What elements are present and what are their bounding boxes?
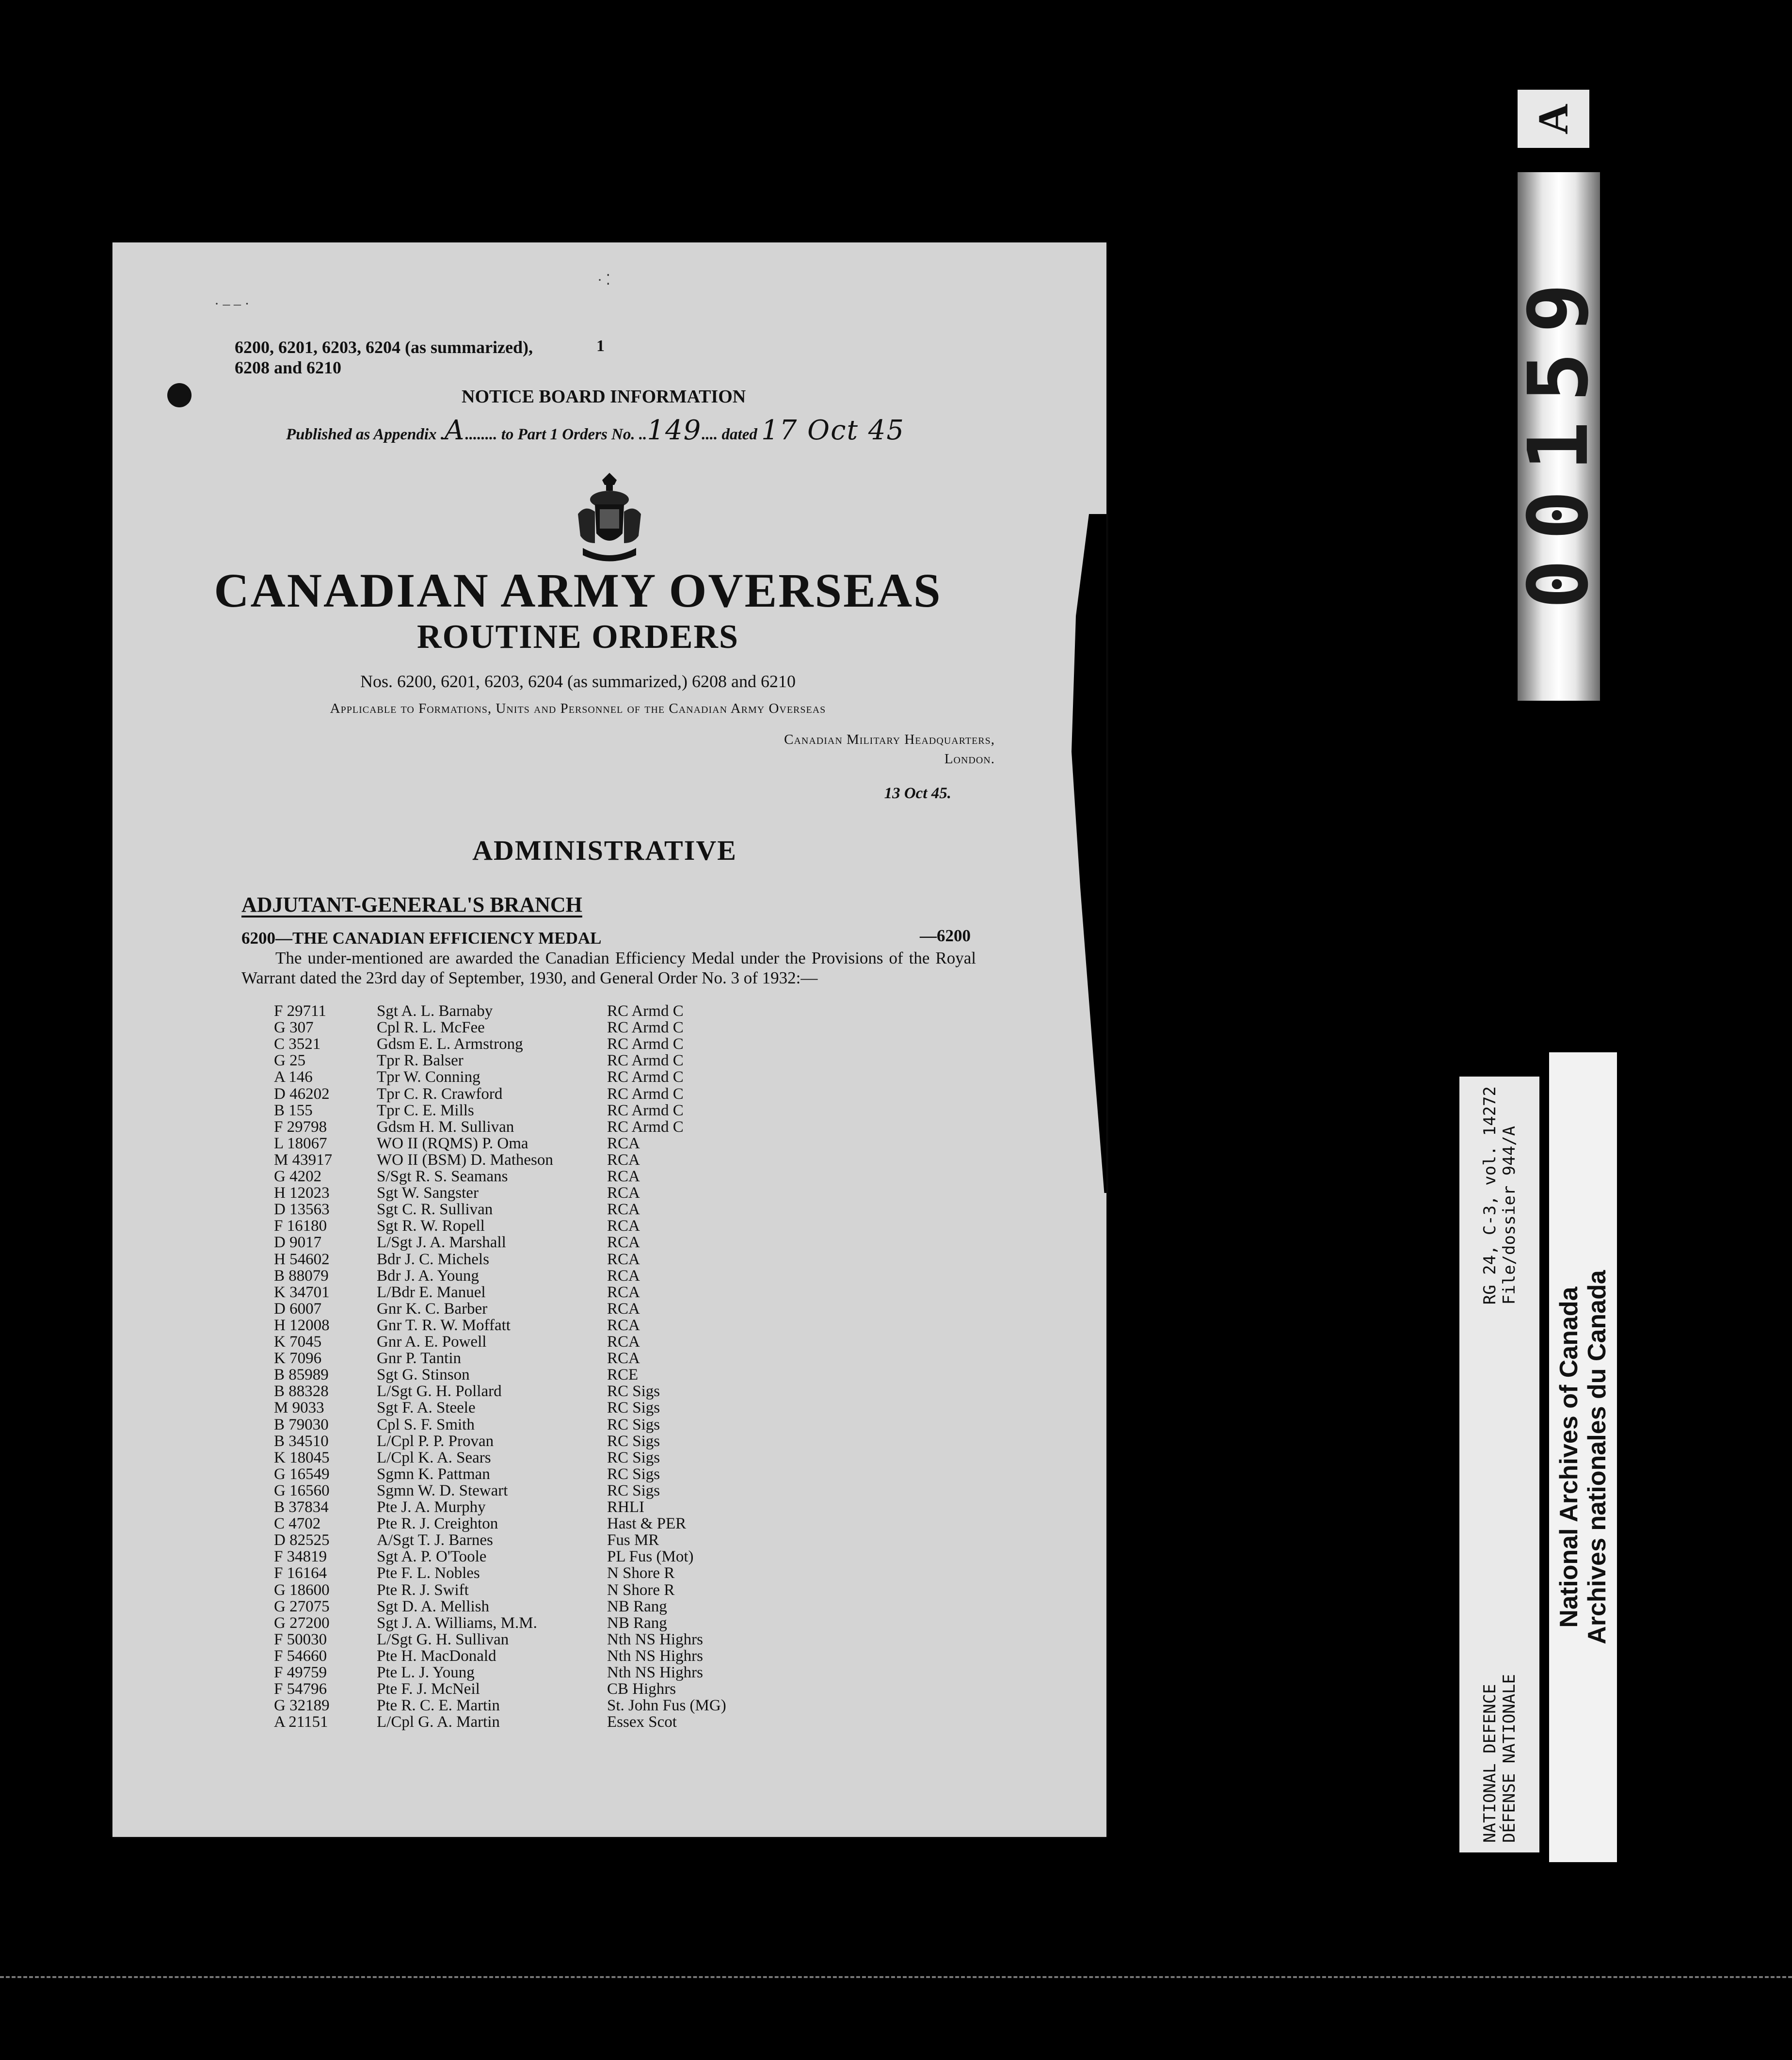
service-number: F 29711 [274, 1002, 326, 1020]
unit: RC Armd C [607, 1118, 684, 1136]
archive-name-french: Archives nationales du Canada [1583, 1270, 1611, 1644]
unit: Hast & PER [607, 1515, 687, 1533]
rank-and-name: Gnr K. C. Barber [377, 1300, 488, 1318]
service-number: H 12008 [274, 1316, 330, 1334]
national-archives-label [1549, 1052, 1617, 1862]
service-number: B 34510 [274, 1432, 329, 1450]
service-number: H 12023 [274, 1184, 330, 1202]
order-number-margin: —6200 [920, 926, 971, 945]
rank-and-name: WO II (BSM) D. Matheson [377, 1151, 553, 1169]
unit: RCA [607, 1184, 640, 1202]
unit: RC Armd C [607, 1019, 684, 1037]
rank-and-name: WO II (RQMS) P. Oma [377, 1134, 528, 1152]
unit: RCA [607, 1333, 640, 1351]
unit: RC Sigs [607, 1399, 660, 1417]
rank-and-name: Pte R. J. Swift [377, 1581, 469, 1599]
service-number: B 37834 [274, 1498, 329, 1516]
order-intro-paragraph: The under-mentioned are awarded the Canadian Efficiency Medal under the Provisions of the Royal Warrant dated the 23rd day of September, 1930, and General Order No. 3 of 1932:— [241, 949, 976, 987]
service-number: B 155 [274, 1101, 313, 1119]
rank-and-name: Sgt C. R. Sullivan [377, 1201, 493, 1219]
unit: St. John Fus (MG) [607, 1697, 726, 1715]
service-number: G 16549 [274, 1465, 330, 1483]
unit: RC Sigs [607, 1448, 660, 1466]
rank-and-name: Tpr C. R. Crawford [377, 1085, 503, 1103]
rank-and-name: Tpr W. Conning [377, 1068, 480, 1086]
rank-and-name: Sgt F. A. Steele [377, 1399, 476, 1417]
unit: Fus MR [607, 1531, 659, 1549]
rank-and-name: Sgt J. A. Williams, M.M. [377, 1614, 537, 1632]
rank-and-name: S/Sgt R. S. Seamans [377, 1168, 508, 1185]
unit: RC Armd C [607, 1068, 684, 1086]
service-number: F 54660 [274, 1647, 327, 1665]
national-archives-text [1555, 1060, 1611, 1855]
rank-and-name: A/Sgt T. J. Barnes [377, 1531, 493, 1549]
unit: Nth NS Highrs [607, 1664, 704, 1681]
file-reference-block [1480, 1086, 1519, 1304]
service-number: F 50030 [274, 1630, 327, 1648]
published-middle: to Part 1 Orders No. [501, 426, 635, 443]
unit: RCA [607, 1217, 640, 1235]
rank-and-name: Gdsm H. M. Sullivan [377, 1118, 514, 1136]
rank-and-name: Pte F. J. McNeil [377, 1680, 480, 1698]
rank-and-name: Gnr P. Tantin [377, 1350, 462, 1368]
unit: PL Fus (Mot) [607, 1548, 694, 1566]
rank-and-name: Pte F. L. Nobles [377, 1564, 480, 1582]
service-number: A 21151 [274, 1713, 328, 1731]
unit: RC Armd C [607, 1052, 684, 1070]
unit: RCA [607, 1350, 640, 1368]
service-number: G 32189 [274, 1697, 330, 1715]
coat-of-arms-emblem [568, 470, 651, 567]
unit: RCA [607, 1300, 640, 1318]
rank-and-name: Sgt D. A. Mellish [377, 1597, 489, 1615]
unit: NB Rang [607, 1614, 667, 1632]
rank-and-name: Sgt G. Stinson [377, 1366, 470, 1384]
service-number: G 16560 [274, 1481, 330, 1499]
unit: N Shore R [607, 1581, 675, 1599]
department-line-1: NATIONAL DEFENCE [1480, 1684, 1500, 1843]
service-number: F 29798 [274, 1118, 327, 1136]
rank-and-name: Gnr A. E. Powell [377, 1333, 487, 1351]
service-number: G 4202 [274, 1168, 322, 1185]
published-dated: dated [721, 426, 757, 443]
published-prefix: Published as Appendix [286, 426, 437, 443]
service-number: F 54796 [274, 1680, 327, 1698]
rank-and-name: L/Sgt G. H. Sullivan [377, 1630, 509, 1648]
file-reference-line-1: RG 24, C-3, vol. 14272 [1480, 1086, 1500, 1305]
unit: RC Armd C [607, 1085, 684, 1103]
service-number: K 7045 [274, 1333, 322, 1351]
rank-and-name: L/Cpl P. P. Provan [377, 1432, 494, 1450]
rank-and-name: Gdsm E. L. Armstrong [377, 1035, 523, 1053]
unit: RCA [607, 1283, 640, 1301]
service-number: G 25 [274, 1052, 306, 1070]
rank-and-name: Pte L. J. Young [377, 1664, 475, 1681]
rank-and-name: Bdr J. C. Michels [377, 1250, 489, 1268]
rank-and-name: Sgt A. L. Barnaby [377, 1002, 493, 1020]
unit: RC Sigs [607, 1416, 660, 1433]
rank-and-name: Cpl S. F. Smith [377, 1416, 475, 1433]
rank-and-name: Sgmn W. D. Stewart [377, 1481, 508, 1499]
service-number: M 43917 [274, 1151, 333, 1169]
rank-and-name: L/Cpl K. A. Sears [377, 1448, 491, 1466]
unit: RCA [607, 1134, 640, 1152]
unit: RCA [607, 1267, 640, 1285]
service-number: G 27200 [274, 1614, 330, 1632]
unit: CB Highrs [607, 1680, 676, 1698]
reference-line-2: 6208 and 6210 [235, 358, 342, 377]
rank-and-name: Sgmn K. Pattman [377, 1465, 490, 1483]
service-number: F 16180 [274, 1217, 327, 1235]
service-number: D 82525 [274, 1531, 330, 1549]
department-block [1480, 1674, 1519, 1843]
service-number: G 27075 [274, 1597, 330, 1615]
service-number: F 16164 [274, 1564, 327, 1582]
unit: RHLI [607, 1498, 644, 1516]
service-number: D 6007 [274, 1300, 322, 1318]
archive-reference-text [1480, 1086, 1519, 1843]
service-number: K 18045 [274, 1448, 330, 1466]
unit: RCA [607, 1234, 640, 1252]
unit: RCA [607, 1151, 640, 1169]
rank-and-name: L/Sgt J. A. Marshall [377, 1234, 506, 1252]
service-number: B 85989 [274, 1366, 329, 1384]
unit: RCA [607, 1316, 640, 1334]
unit: RC Armd C [607, 1101, 684, 1119]
rank-and-name: Sgt W. Sangster [377, 1184, 479, 1202]
service-number: H 54602 [274, 1250, 330, 1268]
rank-and-name: L/Bdr E. Manuel [377, 1283, 486, 1301]
reel-number-strip [1511, 172, 1607, 701]
punch-hole [167, 383, 192, 407]
hq-line-2: London. [944, 751, 995, 767]
unit: RC Sigs [607, 1383, 660, 1400]
service-number: D 13563 [274, 1201, 330, 1219]
service-number: D 46202 [274, 1085, 330, 1103]
hq-line-1: Canadian Military Headquarters, [784, 732, 995, 747]
document-page [112, 242, 1106, 1837]
service-number: C 3521 [274, 1035, 321, 1053]
rank-and-name: Tpr C. E. Mills [377, 1101, 474, 1119]
department-line-2: DÉFENSE NATIONALE [1499, 1674, 1519, 1843]
service-number: G 307 [274, 1019, 314, 1037]
service-number: F 49759 [274, 1664, 327, 1681]
published-line: Published as Appendix .A........ to Part 1 Orders No. ..149.... dated 17 Oct 45 [286, 415, 905, 446]
film-tab-letter: A [1530, 103, 1577, 134]
rank-and-name: Pte J. A. Murphy [377, 1498, 486, 1516]
service-number: K 34701 [274, 1283, 330, 1301]
rank-and-name: Sgt A. P. O'Toole [377, 1548, 487, 1566]
service-number: B 88079 [274, 1267, 329, 1285]
rank-and-name: Pte R. C. E. Martin [377, 1697, 500, 1715]
rank-and-name: Gnr T. R. W. Moffatt [377, 1316, 511, 1334]
unit: RC Armd C [607, 1035, 684, 1053]
handwritten-date: 17 Oct 45 [761, 415, 905, 446]
unit: Nth NS Highrs [607, 1630, 704, 1648]
reel-number: 00159 [1511, 264, 1607, 609]
unit: N Shore R [607, 1564, 675, 1582]
unit: NB Rang [607, 1597, 667, 1615]
rank-and-name: Tpr R. Balser [377, 1052, 464, 1070]
unit: RCA [607, 1201, 640, 1219]
file-reference-line-2: File/dossier 944/A [1499, 1126, 1519, 1305]
unit: RC Sigs [607, 1432, 660, 1450]
rank-and-name: Cpl R. L. McFee [377, 1019, 485, 1037]
notice-heading: NOTICE BOARD INFORMATION [462, 386, 746, 407]
document-title: CANADIAN ARMY OVERSEAS [214, 563, 942, 617]
order-numbers-line: Nos. 6200, 6201, 6203, 6204 (as summarized,) 6208 and 6210 [360, 672, 796, 691]
speck-mark: · ⁚ [597, 272, 611, 288]
order-heading: 6200—THE CANADIAN EFFICIENCY MEDAL [241, 929, 602, 948]
service-number: K 7096 [274, 1350, 322, 1368]
film-tab [1518, 90, 1589, 148]
appendix-letter: A [445, 415, 465, 446]
page-number: 1 [596, 337, 605, 355]
rank-and-name: L/Cpl G. A. Martin [377, 1713, 500, 1731]
service-number: A 146 [274, 1068, 313, 1086]
headquarters-block [784, 730, 995, 769]
rank-and-name: Sgt R. W. Ropell [377, 1217, 485, 1235]
unit: RCA [607, 1168, 640, 1185]
orders-number: 149 [647, 415, 702, 446]
service-number: L 18067 [274, 1134, 327, 1152]
reference-line-1: 6200, 6201, 6203, 6204 (as summarized), [235, 338, 533, 357]
service-number: B 88328 [274, 1383, 329, 1400]
unit: Nth NS Highrs [607, 1647, 704, 1665]
rank-and-name: Bdr J. A. Young [377, 1267, 479, 1285]
unit: RCE [607, 1366, 639, 1384]
unit: RC Sigs [607, 1481, 660, 1499]
service-number: F 34819 [274, 1548, 327, 1566]
unit: Essex Scot [607, 1713, 677, 1731]
rank-and-name: Pte R. J. Creighton [377, 1515, 498, 1533]
unit: RCA [607, 1250, 640, 1268]
applicable-line: Applicable to Formations, Units and Personnel of the Canadian Army Overseas [330, 701, 826, 716]
archive-reference-label [1459, 1077, 1539, 1852]
service-number: C 4702 [274, 1515, 321, 1533]
service-number: B 79030 [274, 1416, 329, 1433]
film-edge-line [0, 1976, 1792, 1978]
section-heading: ADMINISTRATIVE [472, 835, 737, 866]
branch-heading: ADJUTANT-GENERAL'S BRANCH [241, 893, 582, 917]
speck-mark: · ‒ ‒ · [214, 296, 250, 312]
service-number: D 9017 [274, 1234, 322, 1252]
unit: RC Armd C [607, 1002, 684, 1020]
rank-and-name: L/Sgt G. H. Pollard [377, 1383, 502, 1400]
unit: RC Sigs [607, 1465, 660, 1483]
reference-line [235, 337, 533, 378]
service-number: G 18600 [274, 1581, 330, 1599]
rank-and-name: Pte H. MacDonald [377, 1647, 496, 1665]
service-number: M 9033 [274, 1399, 324, 1417]
issue-date: 13 Oct 45. [884, 785, 951, 802]
archive-name-english: National Archives of Canada [1555, 1287, 1583, 1628]
document-subtitle: ROUTINE ORDERS [417, 618, 739, 656]
